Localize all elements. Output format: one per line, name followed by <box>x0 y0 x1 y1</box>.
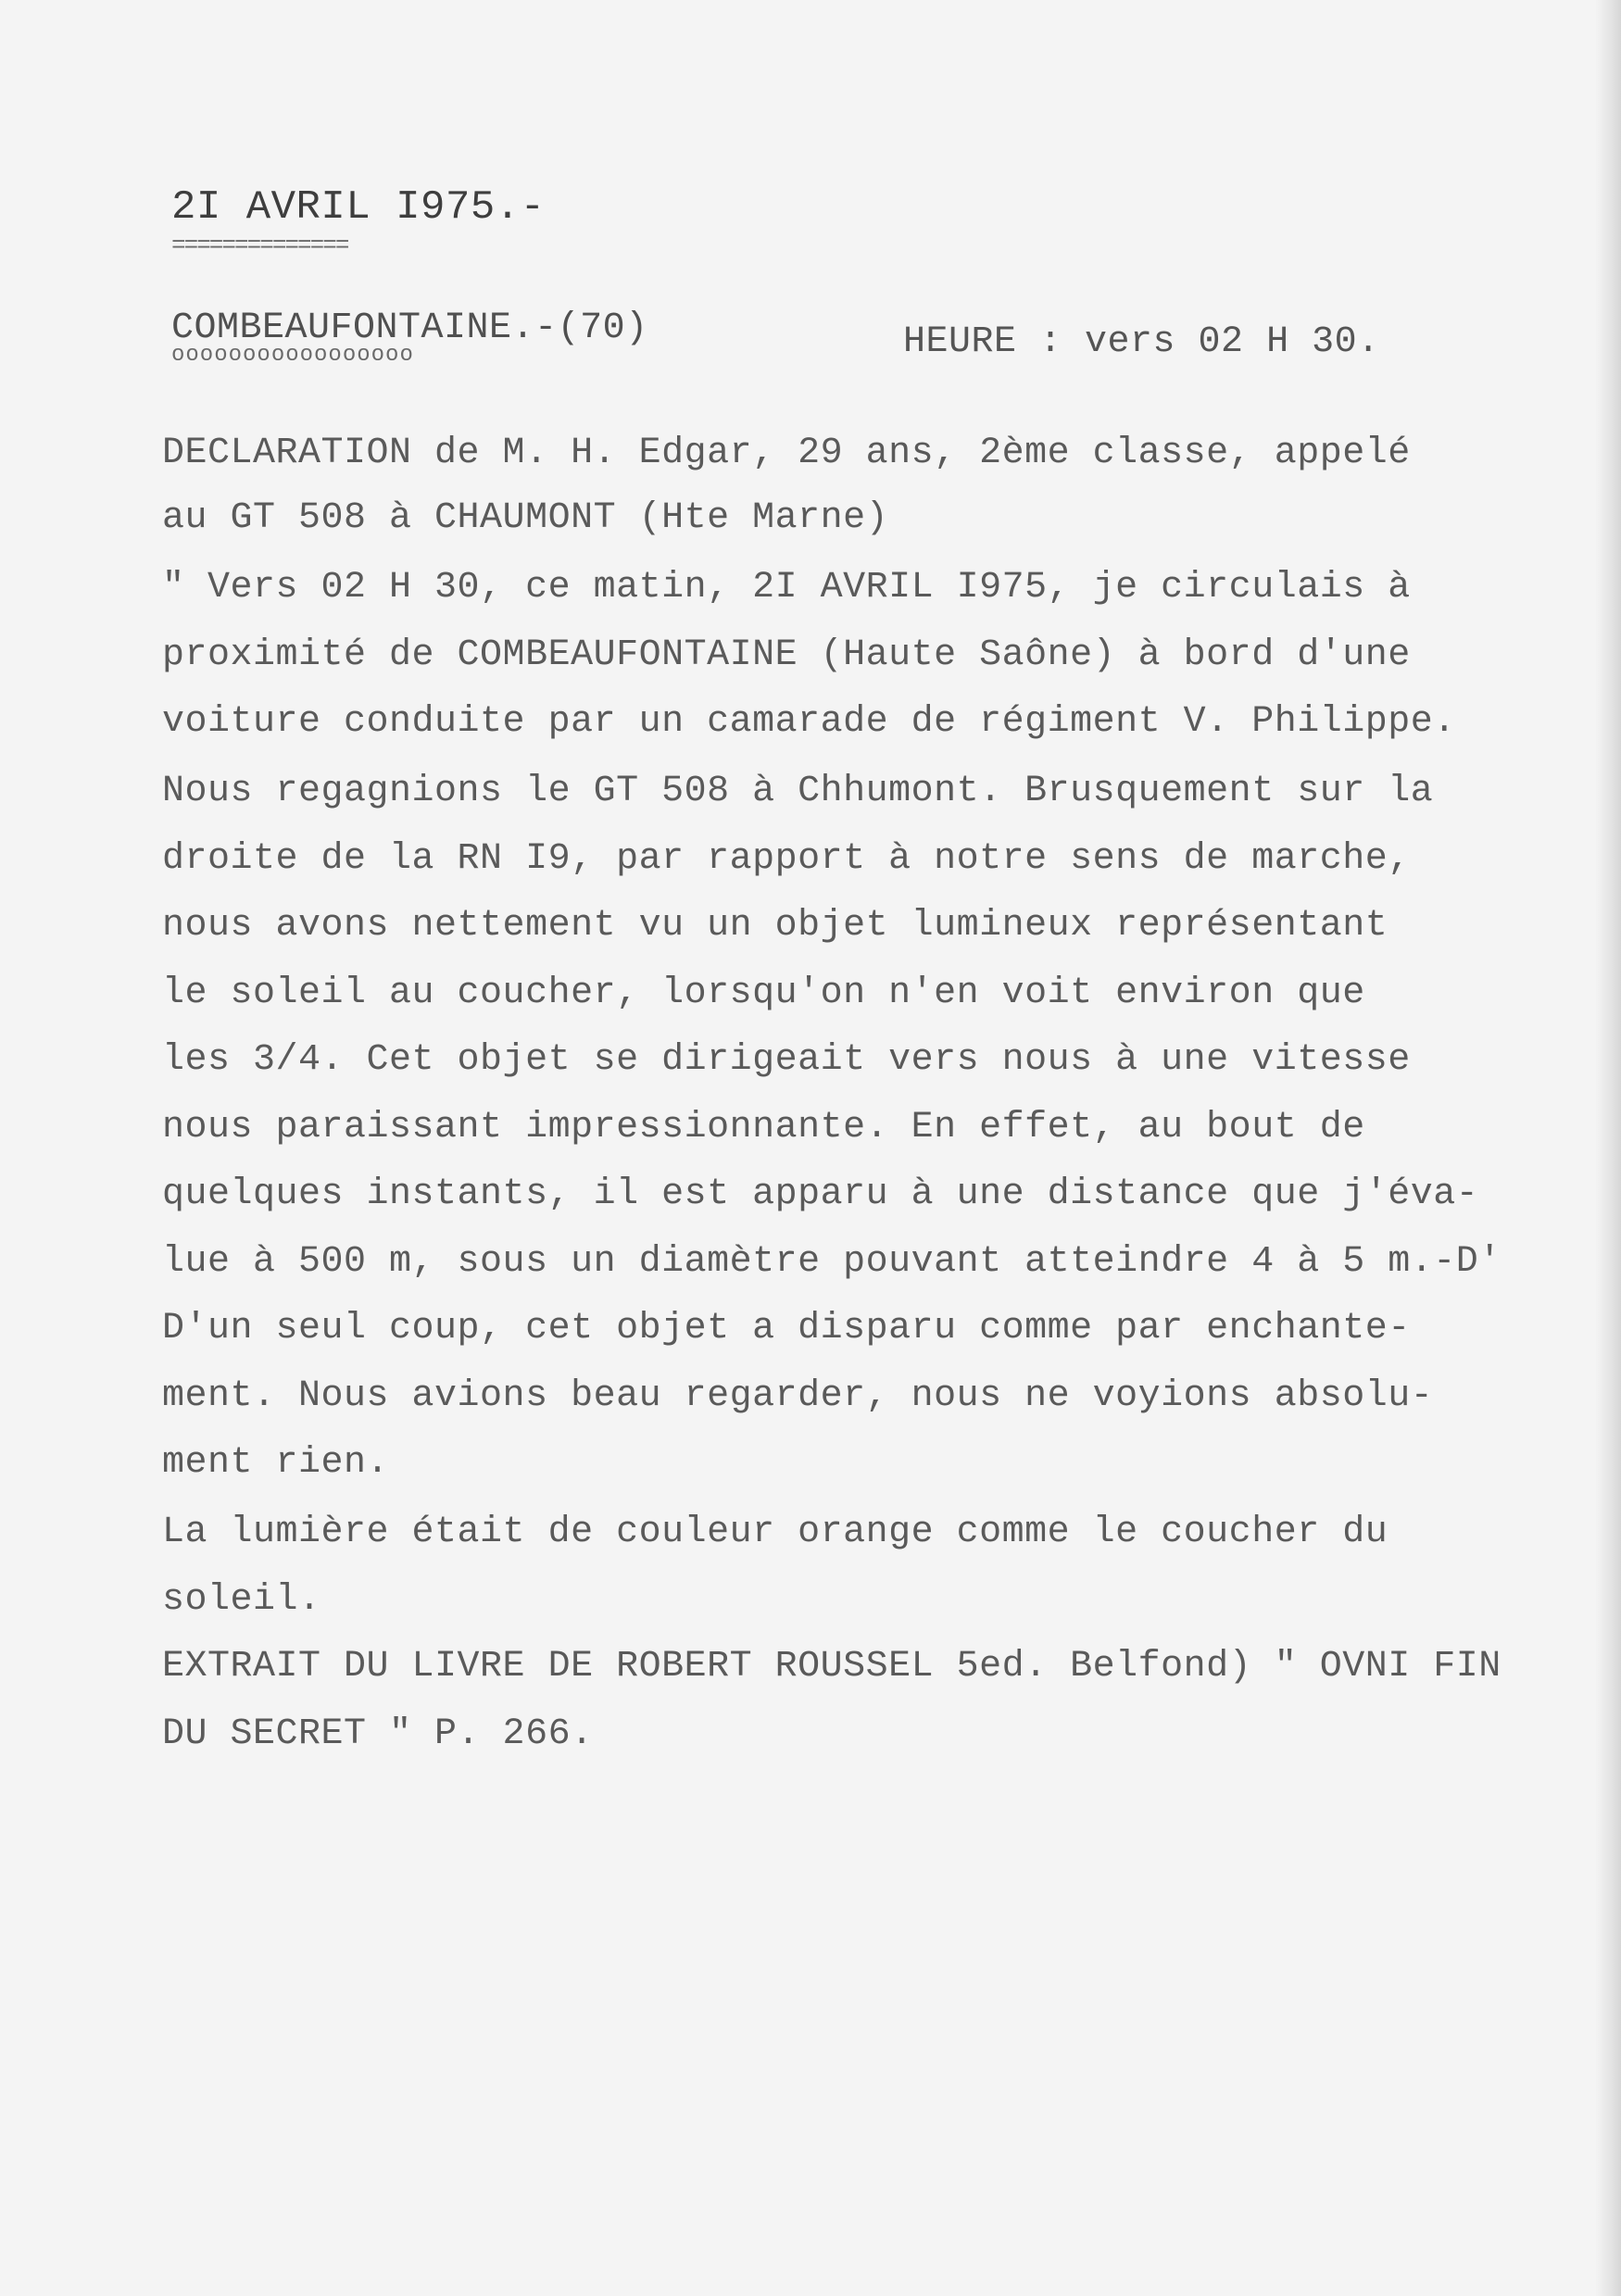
body-line: ment rien. <box>162 1442 390 1484</box>
document-date: 2I AVRIL I975.- <box>171 184 546 231</box>
body-line: lue à 500 m, sous un diamètre pouvant atteindre 4 à 5 m.-D' <box>162 1241 1502 1283</box>
document-place: COMBEAUFONTAINE.-(70) <box>171 307 648 349</box>
body-line: " Vers 02 H 30, ce matin, 2I AVRIL I975, je circulais à <box>162 567 1411 609</box>
body-line: voiture conduite par un camarade de régiment V. Philippe. <box>162 701 1456 743</box>
date-underline: ============== <box>171 232 348 259</box>
body-line: EXTRAIT DU LIVRE DE ROBERT ROUSSEL 5ed. Belfond) " OVNI FIN <box>162 1646 1502 1687</box>
body-line: les 3/4. Cet objet se dirigeait vers nous à une vitesse <box>162 1039 1411 1081</box>
body-line: DECLARATION de M. H. Edgar, 29 ans, 2ème classe, appelé <box>162 433 1411 474</box>
document-hour: HEURE : vers 02 H 30. <box>903 321 1380 363</box>
place-underline: ooooooooooooooooo <box>171 343 414 368</box>
body-line: quelques instants, il est apparu à une distance que j'éva- <box>162 1173 1479 1215</box>
body-line: ment. Nous avions beau regarder, nous ne voyions absolu- <box>162 1375 1434 1417</box>
body-line: D'un seul coup, cet objet a disparu comme par enchante- <box>162 1308 1411 1349</box>
body-line: soleil. <box>162 1579 321 1621</box>
body-line: au GT 508 à CHAUMONT (Hte Marne) <box>162 497 889 539</box>
body-line: droite de la RN I9, par rapport à notre sens de marche, <box>162 838 1411 880</box>
body-line: nous paraissant impressionnante. En effet, au bout de <box>162 1107 1365 1148</box>
body-line: le soleil au coucher, lorsqu'on n'en voit environ que <box>162 972 1365 1014</box>
body-line: DU SECRET " P. 266. <box>162 1713 594 1755</box>
body-line: La lumière était de couleur orange comme le coucher du <box>162 1512 1389 1553</box>
body-line: nous avons nettement vu un objet lumineux représentant <box>162 905 1389 947</box>
page-edge-shadow <box>1595 0 1621 2296</box>
body-line: Nous regagnions le GT 508 à Chhumont. Brusquement sur la <box>162 771 1434 812</box>
body-line: proximité de COMBEAUFONTAINE (Haute Saône) à bord d'une <box>162 634 1411 676</box>
